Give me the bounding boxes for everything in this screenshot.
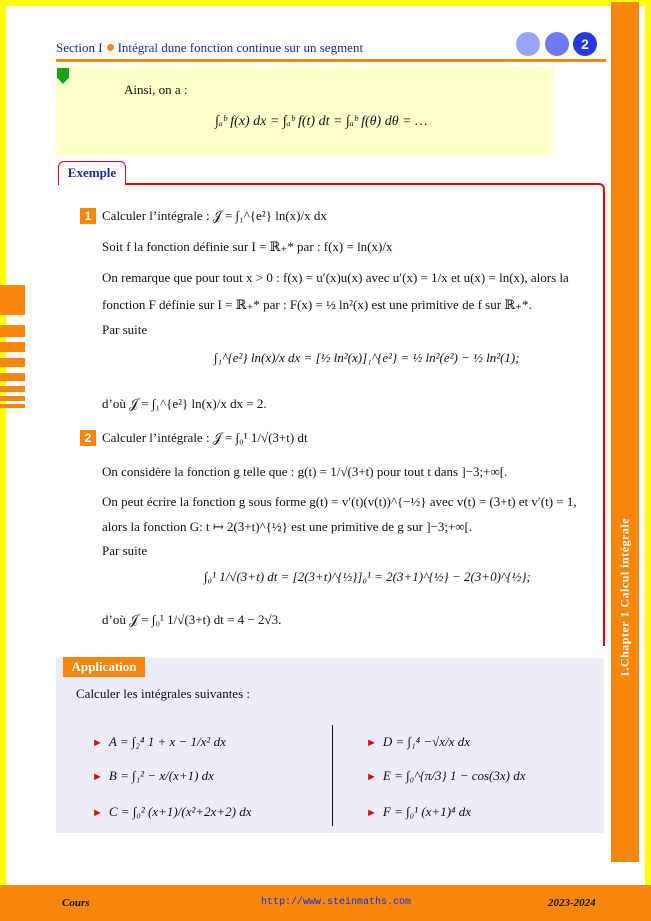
exercise-d: D = ∫₁⁴ −√x/x dx — [382, 734, 470, 749]
exercise-c: C = ∫₀² (x+1)/(x²+2x+2) dx — [108, 804, 252, 819]
example-line: d’où 𝒥 = ∫₁^{e²} ln(x)/x dx = 2. — [102, 396, 267, 411]
left-mark — [0, 404, 25, 408]
arrow-bullet-icon: ► — [92, 807, 103, 819]
example-line: On peut écrire la fonction g sous forme g(t) = v′(t)(v(t))^{−½} avec v(t) = (3+t) et v′(t) = 1, — [102, 494, 577, 509]
application-tag: Application — [63, 657, 145, 677]
exercise-item — [92, 768, 214, 784]
exercise-a: A = ∫₂⁴ 1 + x − 1/x² dx — [108, 734, 226, 749]
example-line: Par suite — [102, 543, 148, 558]
chapter-label: 1.Chapter 1 Calcul intégrale — [617, 517, 632, 678]
example-line: alors la fonction G: t ↦ 2(3+t)^{½} est une primitive de g sur ]−3;+∞[. — [102, 519, 473, 534]
arrow-bullet-icon: ► — [366, 737, 377, 749]
example-line: Soit f la fonction définie sur I = ℝ₊* par : f(x) = ln(x)/x — [102, 239, 393, 254]
exercise-item — [92, 734, 226, 750]
section-heading: Intégral dune fonction continue sur un segment — [117, 40, 364, 55]
left-mark — [0, 325, 25, 337]
exercise-item — [366, 804, 471, 820]
left-mark — [0, 342, 25, 352]
example-formula: ∫₀¹ 1/√(3+t) dt = [2(3+t)^{½}]₀¹ = 2(3+1)^{½} − 2(3+0)^{½}; — [204, 569, 531, 584]
left-mark — [0, 396, 25, 401]
example-formula: ∫₁^{e²} ln(x)/x dx = [½ ln²(x)]₁^{e²} = ½ ln²(e²) − ½ ln²(1); — [214, 350, 520, 365]
exercise-item — [92, 804, 252, 820]
bullet-dot-icon — [107, 44, 114, 51]
exercise-item — [366, 768, 526, 784]
example-line: On considère la fonction g telle que : g(t) = 1/√(3+t) pour tout t dans ]−3;+∞[. — [102, 464, 508, 479]
example-line: d’où 𝒥 = ∫₀¹ 1/√(3+t) dt = 4 − 2√3. — [102, 612, 282, 627]
arrow-bullet-icon: ► — [92, 737, 103, 749]
page-number-badge: 2 — [573, 32, 597, 56]
remark-text: Ainsi, on a : — [124, 82, 188, 97]
nav-circle-1 — [516, 32, 540, 56]
section-title — [56, 40, 363, 56]
item-number: 2 — [80, 430, 96, 446]
nav-circle-2 — [545, 32, 569, 56]
left-mark — [0, 373, 25, 381]
side-band — [611, 2, 639, 862]
remark-box — [56, 66, 553, 156]
footer-year: 2023-2024 — [548, 897, 596, 909]
exercise-b: B = ∫₁² − x/(x+1) dx — [108, 768, 214, 783]
application-intro: Calculer les intégrales suivantes : — [76, 686, 251, 701]
arrow-bullet-icon: ► — [366, 771, 377, 783]
left-mark — [0, 285, 25, 315]
example-line: On remarque que pour tout x > 0 : f(x) = u′(x)u(x) avec u′(x) = 1/x et u(x) = ln(x), alors la — [102, 270, 569, 285]
example-tag: Exemple — [58, 161, 126, 185]
arrow-bullet-icon: ► — [366, 807, 377, 819]
page-header — [56, 36, 606, 62]
page-footer — [0, 885, 651, 921]
example-line: Par suite — [102, 322, 148, 337]
section-label: Section I — [56, 40, 103, 55]
left-mark — [0, 358, 25, 367]
item-number: 1 — [80, 208, 96, 224]
footer-left: Cours — [62, 897, 90, 909]
side-band-label — [611, 480, 639, 720]
column-separator — [332, 725, 333, 826]
example-line: Calculer l’intégrale : 𝒥 = ∫₀¹ 1/√(3+t) dt — [102, 430, 308, 445]
exercise-e: E = ∫₀^{π/3} 1 − cos(3x) dx — [382, 768, 526, 783]
footer-link[interactable]: http://www.steinmaths.com — [261, 897, 412, 908]
example-line: Calculer l’intégrale : 𝒥 = ∫₁^{e²} ln(x)/x dx — [102, 208, 327, 223]
arrow-bullet-icon: ► — [92, 771, 103, 783]
example-line: fonction F définie sur I = ℝ₊* par : F(x) = ½ ln²(x) est une primitive de f sur ℝ₊*. — [102, 297, 532, 312]
left-mark — [0, 386, 25, 392]
remark-formula: ∫ₐᵇ f(x) dx = ∫ₐᵇ f(t) dt = ∫ₐᵇ f(θ) dθ = … — [215, 114, 428, 129]
exercise-item — [366, 734, 470, 750]
exercise-f: F = ∫₀¹ (x+1)⁴ dx — [382, 804, 472, 819]
